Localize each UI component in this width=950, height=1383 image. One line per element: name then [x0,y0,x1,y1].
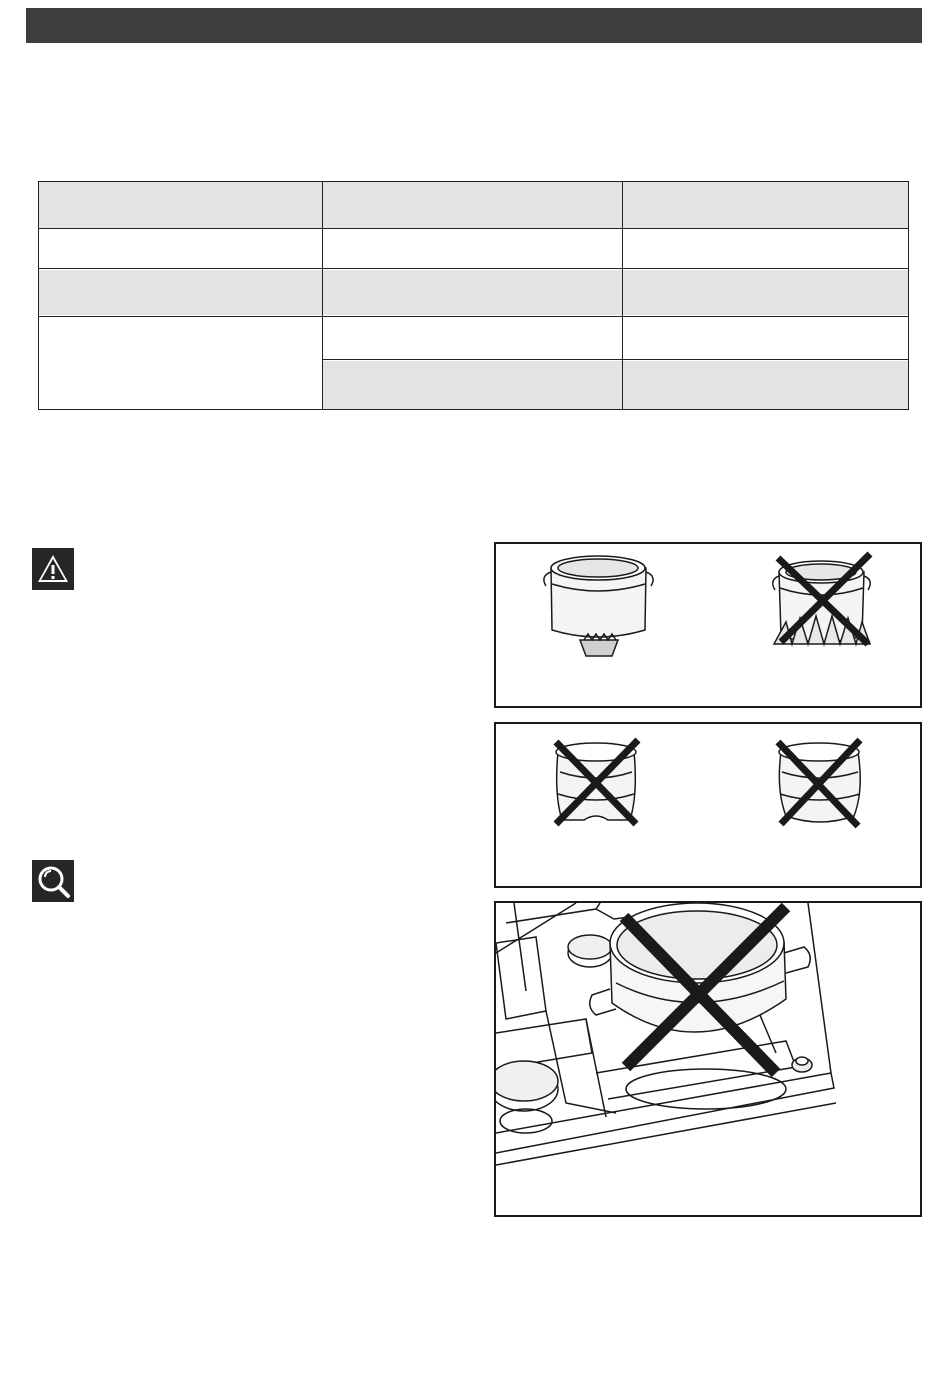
table-divider [323,359,908,360]
table-header-cell [39,182,322,228]
table-header-cell [623,182,908,228]
table-cell [323,317,622,359]
table-cell [39,270,322,315]
figure-hob-oversized-pot [494,901,922,1217]
header-bar [26,8,922,43]
table-divider [39,316,908,317]
table-cell [623,270,908,315]
table-divider [39,228,908,229]
warning-icon [32,548,74,590]
table-cell [623,317,908,359]
magnifier-icon [32,860,74,902]
table-divider [322,182,323,409]
table-cell [623,229,908,267]
table-header-cell [323,182,622,228]
burner-table [38,181,909,410]
table-divider [622,182,623,409]
table-divider [39,268,908,269]
figure-pot-burner-size [494,542,922,708]
table-cell [323,361,622,409]
figure-pot-bottom-shape [494,722,922,888]
table-cell [323,270,622,315]
table-cell [323,229,622,267]
table-cell [623,361,908,409]
table-cell [39,229,322,267]
table-cell [39,317,322,409]
correct-pot-icon [544,556,653,656]
